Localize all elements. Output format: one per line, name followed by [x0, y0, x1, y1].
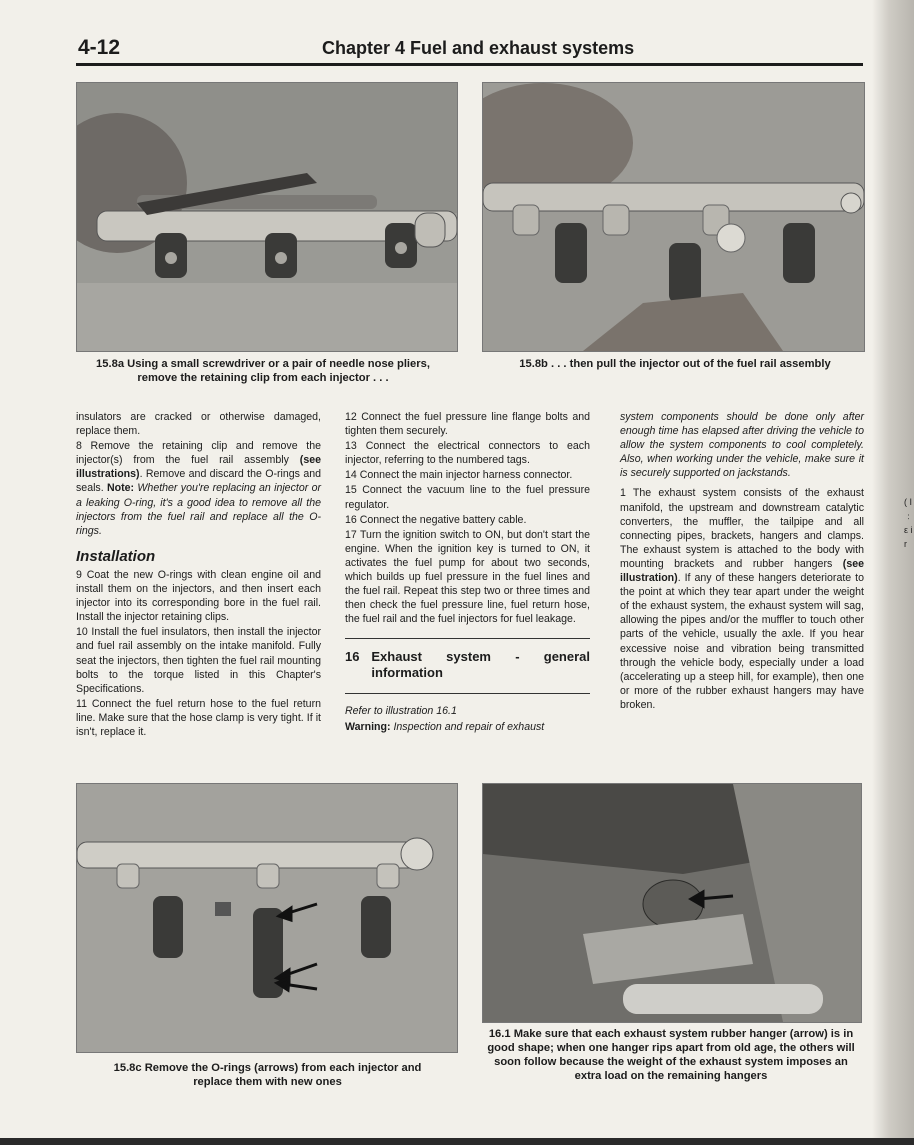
paragraph-step-17: 17 Turn the ignition switch to ON, but don't start the engine. When the ignition key is turned to ON, it activates the fuel pump for about two seconds, which builds up fuel pressure in the fuel lines and the fuel rail. Repeat this step two or three times and then check the fuel pressure line, fuel return hose, the fuel rail and the fuel injectors for fuel leakage.: [345, 528, 590, 626]
caption-15-8c: 15.8c Remove the O-rings (arrows) from each injector and replace them with new ones: [113, 1062, 422, 1088]
photo-15-8b-pull-injector: [482, 82, 865, 352]
paragraph-step-8: 8 Remove the retaining clip and remove the injector(s) from the fuel rail assembly (see illustrations). Remove and discard the O-rings and seals. Note: Whether you're replacing an injector or a leaking O-ring, it's a good idea to remove all the injectors from the fuel rail and replace all the O-rings.: [76, 440, 321, 537]
section-rule-bottom: [345, 693, 590, 694]
section-rule-top: [345, 638, 590, 639]
warning-start: Warning: Inspection and repair of exhaust: [345, 720, 545, 733]
section-title: Exhaust system - general information: [371, 649, 590, 681]
installation-heading: Installation: [76, 547, 156, 565]
photo-16-1-exhaust-hanger: [482, 783, 862, 1023]
section-number: 16: [345, 649, 360, 665]
paragraph-step-9: 9 Coat the new O-rings with clean engine oil and install them on the injectors, and then insert each injector into its corresponding bore in the fuel rail. Install the injector retaining clips.: [76, 568, 321, 624]
paragraph-step-12: 12 Connect the fuel pressure line flange bolts and tighten them securely.: [345, 411, 590, 438]
photo-15-8c-injector-orings: [76, 783, 458, 1053]
photo-15-8a-fuel-rail-pliers: [76, 82, 458, 352]
paragraph-step-10: 10 Install the fuel insulators, then install the injector and fuel rail assembly on the intake manifold. Fully seat the injectors, then tighten the fuel rail mounting bolts to the torque listed in this Chapter's Specifications.: [76, 626, 321, 695]
text-column-1: [76, 410, 321, 740]
caption-16-1: 16.1 Make sure that each exhaust system rubber hanger (arrow) is in good shape; when one hanger rips apart from old age, the others will soon follow because the weight of the exhaust system imposes an extra load on the remaining hangers: [487, 1028, 855, 1082]
paragraph-step-13: 13 Connect the electrical connectors to each injector, referring to the numbered tags.: [345, 440, 590, 467]
chapter-title: Chapter 4 Fuel and exhaust systems: [322, 38, 635, 58]
section-16-heading: [345, 649, 590, 681]
text-column-2: [345, 410, 590, 735]
caption-15-8b: 15.8b . . . then pull the injector out of the fuel rail assembly: [519, 358, 831, 370]
paragraph-step-14: 14 Connect the main injector harness connector.: [345, 469, 573, 482]
refer-to-illustration: Refer to illustration 16.1: [345, 705, 457, 718]
page-number: 4-12: [78, 36, 121, 59]
text-column-3: [620, 410, 864, 713]
warning-continued: system components should be done only after enough time has elapsed after driving the vehicle to allow the system components to cool completely. Also, when working under the vehicle, make sure it is securely supported on jackstands.: [620, 411, 864, 480]
header-rule: [76, 63, 863, 66]
paragraph-exhaust-step-1: 1 The exhaust system consists of the exhaust manifold, the upstream and downstream catalytic converters, the muffler, the tailpipe and all connecting pipes, brackets, hangers and clamps. The exhaust system is attached to the body with mounting brackets and rubber hangers (see illustration). If any of these hangers deteriorate to the point at which they tear apart under the weight of the exhaust system, the exhaust system will sag, allowing the pipes and/or the muffler to touch other parts of the vehicle, usually the axle. If you hear excessive noise and vibration being transmitted through the vehicle body, especially under a load (accelerating up a steep hill, for example), then one or more of the rubber exhaust hangers may have broken.: [620, 487, 864, 711]
scan-bottom-edge: [0, 1138, 914, 1145]
paragraph-step-11: 11 Connect the fuel return hose to the fuel return line. Make sure that the hose clamp is very tight. If it isn't, replace it.: [76, 697, 321, 738]
paragraph-step-16: 16 Connect the negative battery cable.: [345, 513, 527, 526]
paragraph-insulators: insulators are cracked or otherwise damaged, replace them.: [76, 411, 321, 438]
facing-page-bleed: ( I ﹕ ε i r: [904, 497, 914, 549]
page-edge-shadow: [872, 0, 914, 1145]
caption-15-8a: 15.8a Using a small screwdriver or a pair of needle nose pliers, remove the retaining clip from each injector . . .: [96, 358, 430, 384]
paragraph-step-15: 15 Connect the vacuum line to the fuel pressure regulator.: [345, 484, 590, 511]
